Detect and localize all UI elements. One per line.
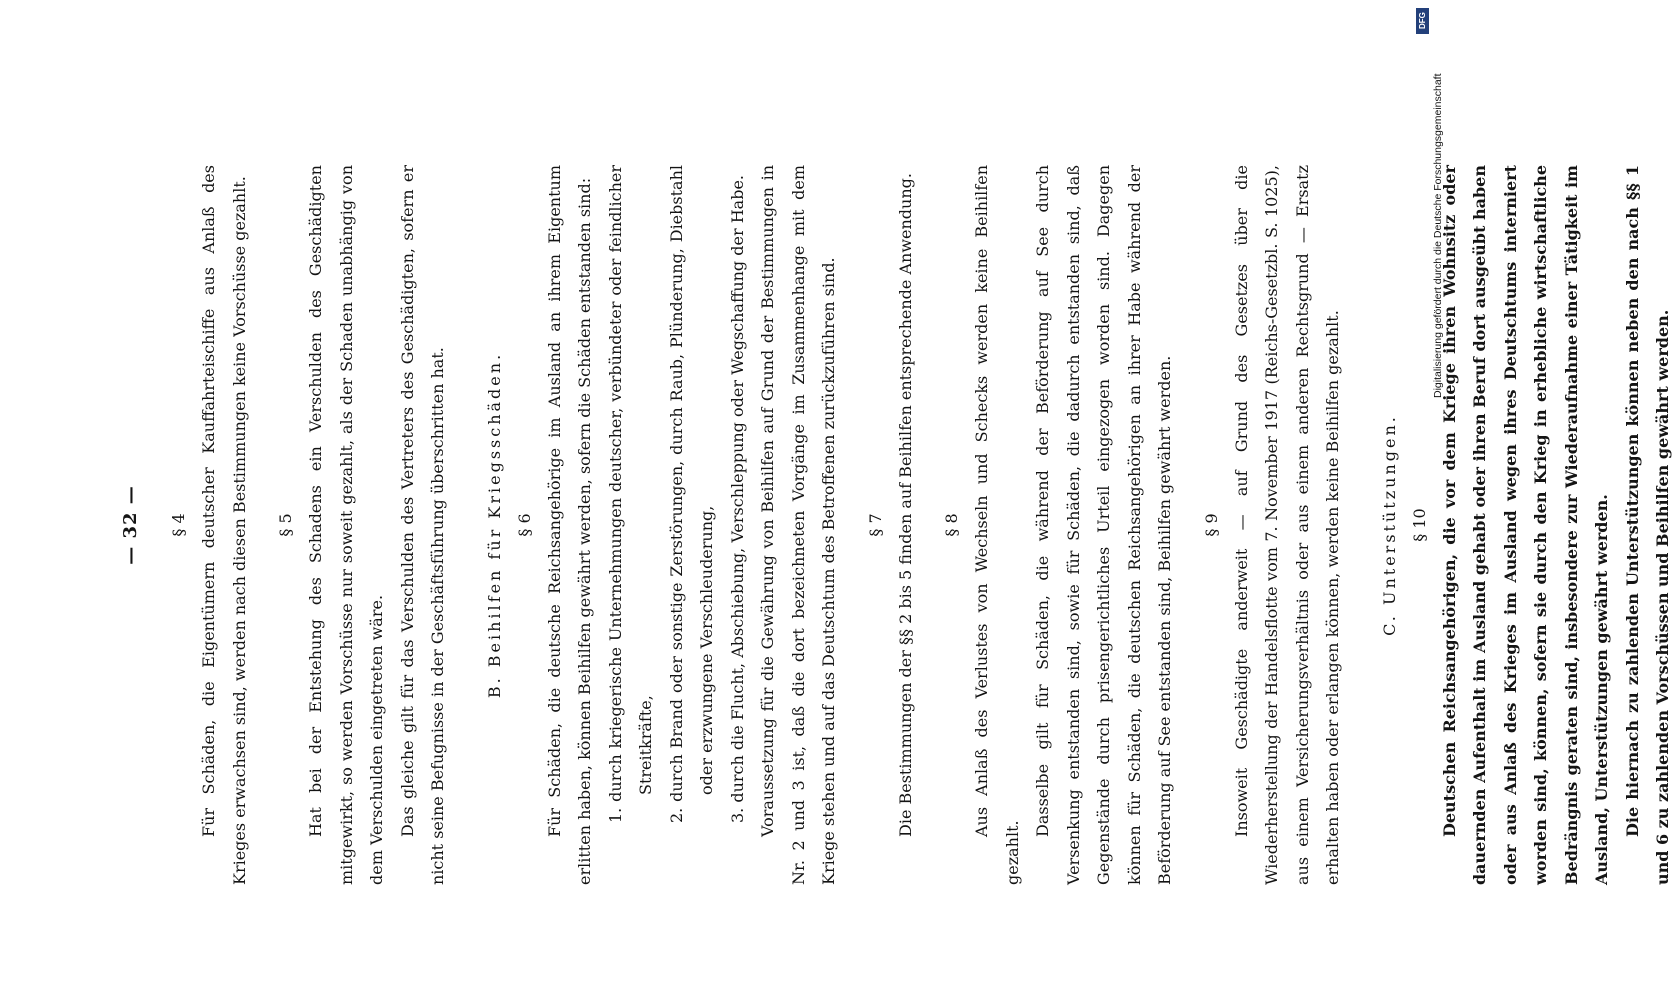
paragraph-8-2: Dasselbe gilt für Schäden, die während der Beförderung auf See durch Versenkung entstanden sind, sowie für Schäden, die dadurch entstanden sind, daß Gegenstände durch prisengerichtliches Urteil eingezogen worden sind. Dagegen können für Schäden, die deutschen Reichsangehörigen an ihrer Habe während der Beförderung auf See entstanden sind, Beihilfen gewährt werden.	[1033, 165, 1174, 885]
list-item-6-2: 2. durch Brand oder sonstige Zerstörungen, durch Raub, Plünderung, Diebstahl oder erzwungene Verschleuderung,	[666, 165, 716, 823]
page-number: — 32 —	[120, 485, 141, 565]
section-heading-10: § 10	[1409, 508, 1429, 542]
paragraph-6-intro: Für Schäden, die deutsche Reichsangehörige im Ausland an ihrem Eigentum erlitten haben, können Beihilfen gewährt werden, sofern die Schäden entstanden sind:	[544, 165, 594, 885]
paragraph-5-1: Hat bei der Entstehung des Schadens ein Verschulden des Geschädigten mitgewirkt, so werden Vorschüsse nur soweit gezahlt, als der Schaden unabhängig von dem Verschulden eingetreten wäre.	[306, 165, 386, 885]
group-heading-c: C. Unterstützungen.	[1379, 414, 1399, 636]
paragraph-7-1: Die Bestimmungen der §§ 2 bis 5 finden auf Beihilfen entsprechende Anwendung.	[895, 173, 915, 837]
section-heading-9: § 9	[1201, 513, 1221, 537]
paragraph-6-closing: Voraussetzung für die Gewährung von Beihilfen auf Grund der Bestimmungen in Nr. 2 und 3 ist, daß die dort bezeichneten Vorgänge im Zusammenhange mit dem Kriege stehen und auf das Deutschtum des Betroffenen zurückzuführen sind.	[758, 165, 838, 885]
digitization-watermark	[1412, 8, 1444, 408]
section-heading-5: § 5	[276, 513, 295, 537]
section-heading-6: § 6	[514, 513, 534, 537]
paragraph-5-2: Das gleiche gilt für das Verschulden des Vertreters des Geschädigten, sofern er nicht seine Befugnisse in der Geschäftsführung überschritten hat.	[397, 165, 447, 885]
section-heading-7: § 7	[865, 513, 885, 537]
list-item-6-3: 3. durch die Flucht, Abschiebung, Verschleppung oder Wegschaffung der Habe.	[727, 175, 747, 823]
watermark-text: Digitalisierung gefördert durch die Deutsche Forschungsgemeinschaft	[1432, 73, 1444, 398]
paragraph-9-1: Insoweit Geschädigte anderweit — auf Grund des Gesetzes über die Wiederherstellung der Handelsflotte vom 7. November 1917 (Reichs-Gesetzbl. S. 1025), aus einem Versicherungsverhältnis oder aus einem anderen Rechtsgrund — Ersatz erhalten haben oder erlangen können, werden keine Beihilfen gezahlt.	[1231, 165, 1342, 885]
paragraph-10-1: Deutschen Reichsangehörigen, die vor dem Kriege ihren Wohnsitz oder dauernden Aufenthalt im Ausland gehabt oder ihren Beruf dort ausgeübt haben oder aus Anlaß des Krieges im Ausland wegen ihres Deutschtums interniert worden sind, können, sofern sie durch den Krieg in erhebliche wirtschaftliche Bedrängnis geraten sind, insbesondere zur Wiederaufnahme einer Tätigkeit im Ausland, Unterstützungen gewährt werden.	[1439, 165, 1611, 885]
paragraph-4-1: Für Schäden, die Eigentümern deutscher Kauffahrteischiffe aus Anlaß des Krieges erwachsen sind, werden nach diesen Bestimmungen keine Vorschüsse gezahlt.	[199, 165, 249, 885]
dfg-logo-icon: DFG	[1416, 8, 1429, 34]
section-heading-4: § 4	[169, 513, 188, 537]
paragraph-8-1: Aus Anlaß des Verlustes von Wechseln und Schecks werden keine Beihilfen gezahlt.	[972, 165, 1022, 885]
section-heading-8: § 8	[942, 513, 961, 537]
list-item-6-1: 1. durch kriegerische Unternehmungen deutscher, verbündeter oder feindlicher Streitkräfte,	[605, 165, 655, 823]
group-heading-b: B. Beihilfen für Kriegsschäden.	[484, 351, 504, 699]
paragraph-10-2: Die hiernach zu zahlenden Unterstützungen können neben den nach §§ 1 und 6 zu zahlenden Vorschüssen und Beihilfen gewährt werden.	[1622, 165, 1672, 885]
